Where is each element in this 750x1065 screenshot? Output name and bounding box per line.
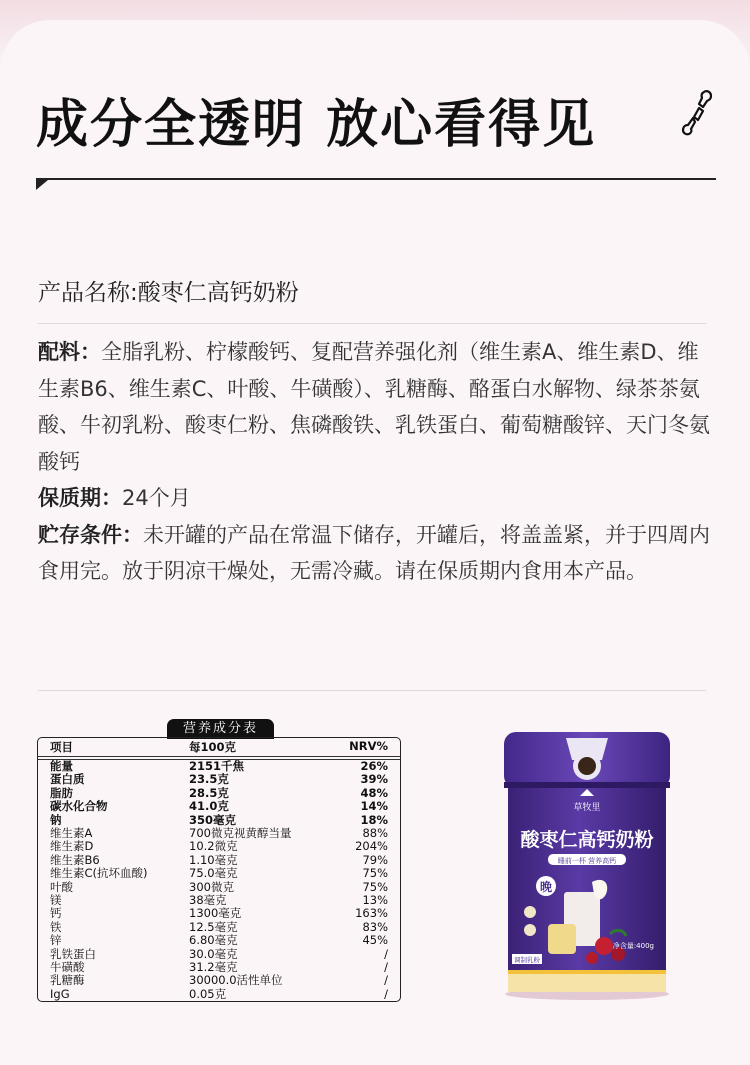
nutrition-nrv: 79% — [362, 852, 388, 867]
nutrition-row — [38, 907, 400, 920]
nutrition-per100g: 12.5毫克 — [189, 919, 238, 934]
section-divider-2 — [38, 690, 706, 691]
nutrition-row — [38, 934, 400, 947]
nutrition-item: 乳糖酶 — [50, 973, 85, 988]
nutrition-per100g: 31.2毫克 — [189, 960, 238, 974]
nutrition-per100g: 6.80毫克 — [189, 933, 238, 948]
headline: 成分全透明 放心看得见 — [36, 95, 597, 155]
nutrition-per100g: 350毫克 — [189, 812, 237, 827]
header-item: 项目 — [50, 740, 73, 754]
nutrition-nrv: / — [384, 973, 388, 988]
nutrition-item: 蛋白质 — [50, 772, 85, 787]
product-info — [38, 334, 710, 590]
can-product-name: 酸枣仁高钙奶粉 — [520, 829, 654, 851]
divider-corner-mark — [36, 180, 48, 190]
nutrition-nrv: 13% — [362, 893, 388, 907]
can-net-weight: 净含量:400g — [612, 942, 654, 950]
can-label-tag: 调制乳粉 — [514, 956, 540, 964]
nutrition-item: 乳铁蛋白 — [50, 946, 96, 961]
nutrition-nrv: 39% — [360, 772, 388, 787]
nutrition-per100g: 700微克视黄醇当量 — [189, 826, 292, 840]
product-can — [500, 722, 674, 1000]
nutrition-nrv: 204% — [355, 839, 388, 854]
product-name: 产品名称:酸枣仁高钙奶粉 — [38, 280, 299, 306]
nutrition-nrv: 88% — [362, 826, 388, 840]
nutrition-nrv: 83% — [362, 919, 388, 934]
nutrition-item: 脂肪 — [50, 785, 73, 800]
nutrition-per100g: 28.5克 — [189, 785, 229, 800]
nutrition-row — [38, 787, 400, 800]
nutrition-row — [38, 814, 400, 827]
nutrition-nrv: 163% — [355, 906, 388, 921]
can-badge: 晚 — [539, 880, 553, 894]
nutrition-item: 碳水化合物 — [50, 799, 108, 814]
nutrition-per100g: 300微克 — [189, 879, 234, 894]
section-divider — [38, 323, 706, 324]
nutrition-item: 锌 — [50, 933, 62, 948]
header-nrv: NRV% — [349, 739, 388, 753]
nutrition-nrv: 14% — [360, 799, 388, 814]
ingredients-label: 配料： — [38, 340, 101, 364]
nutrition-per100g: 10.2微克 — [189, 839, 238, 854]
nutrition-row — [38, 800, 400, 813]
nutrition-nrv: / — [384, 986, 388, 1001]
can-tagline: 睡前一杯 营养高钙 — [557, 857, 617, 865]
nutrition-nrv: 48% — [360, 785, 388, 800]
nutrition-per100g: 75.0毫克 — [189, 866, 238, 881]
bone-joint-icon — [678, 88, 718, 136]
nutrition-row — [38, 827, 400, 840]
nutrition-per100g: 30.0毫克 — [189, 946, 238, 961]
nutrition-nrv: / — [384, 946, 388, 961]
nutrition-row — [38, 840, 400, 853]
nutrition-per100g: 23.5克 — [189, 772, 229, 787]
nutrition-nrv: 75% — [362, 879, 388, 894]
nutrition-item: 维生素D — [50, 839, 94, 854]
nutrition-item: 叶酸 — [50, 879, 73, 894]
ingredients — [38, 334, 710, 480]
storage — [38, 517, 710, 590]
nutrition-table-header — [38, 738, 400, 757]
shelf-life-label: 保质期： — [38, 486, 122, 510]
nutrition-per100g: 0.05克 — [189, 986, 227, 1001]
nutrition-item: 能量 — [50, 759, 73, 773]
nutrition-per100g: 2151千焦 — [189, 759, 245, 773]
nutrition-row — [38, 948, 400, 961]
nutrition-item: 钠 — [50, 812, 62, 827]
shelf-life — [38, 480, 710, 517]
nutrition-per100g: 38毫克 — [189, 893, 227, 907]
nutrition-item: 钙 — [50, 906, 62, 921]
shelf-life-text: 24个月 — [122, 486, 191, 510]
nutrition-table — [37, 737, 401, 1002]
nutrition-item: 维生素A — [50, 826, 93, 840]
nutrition-item: 镁 — [50, 893, 62, 907]
nutrition-per100g: 30000.0活性单位 — [189, 973, 283, 988]
storage-label: 贮存条件： — [38, 522, 143, 547]
nutrition-per100g: 41.0克 — [189, 799, 229, 814]
nutrition-row — [38, 894, 400, 907]
nutrition-item: 维生素B6 — [50, 852, 100, 867]
nutrition-table-title: 营养成分表 — [167, 719, 274, 739]
nutrition-item: 维生素C(抗坏血酸) — [50, 866, 148, 881]
nutrition-item: 铁 — [50, 919, 62, 934]
nutrition-nrv: 26% — [360, 759, 388, 773]
storage-text: 未开罐的产品在常温下储存，开罐后，将盖盖紧，并于四周内食用完。放于阴凉干燥处，无需冷藏。请在保质期内食用本产品。 — [38, 522, 710, 583]
nutrition-row — [38, 974, 400, 987]
nutrition-row — [38, 854, 400, 867]
nutrition-row — [38, 773, 400, 786]
nutrition-row — [38, 867, 400, 880]
nutrition-nrv: 18% — [360, 812, 388, 827]
nutrition-row — [38, 881, 400, 894]
header-per100g: 每100克 — [189, 740, 237, 754]
nutrition-item: 牛磺酸 — [50, 960, 85, 974]
can-brand: 草牧里 — [573, 803, 601, 813]
nutrition-row — [38, 921, 400, 934]
nutrition-row — [38, 760, 400, 773]
nutrition-per100g: 1300毫克 — [189, 906, 242, 921]
headline-divider — [36, 178, 716, 180]
nutrition-row — [38, 961, 400, 974]
nutrition-item: IgG — [50, 986, 70, 1001]
ingredients-text: 全脂乳粉、柠檬酸钙、复配营养强化剂（维生素A、维生素D、维生素B6、维生素C、叶酸、牛磺酸）、乳糖酶、酪蛋白水解物、绿茶茶氨酸、牛初乳粉、酸枣仁粉、焦磷酸铁、乳铁蛋白、葡萄糖酸锌、天门冬氨酸钙 — [38, 340, 710, 474]
nutrition-nrv: / — [384, 960, 388, 974]
nutrition-per100g: 1.10毫克 — [189, 852, 238, 867]
nutrition-nrv: 75% — [362, 866, 388, 881]
nutrition-row — [38, 988, 400, 1001]
nutrition-nrv: 45% — [362, 933, 388, 948]
